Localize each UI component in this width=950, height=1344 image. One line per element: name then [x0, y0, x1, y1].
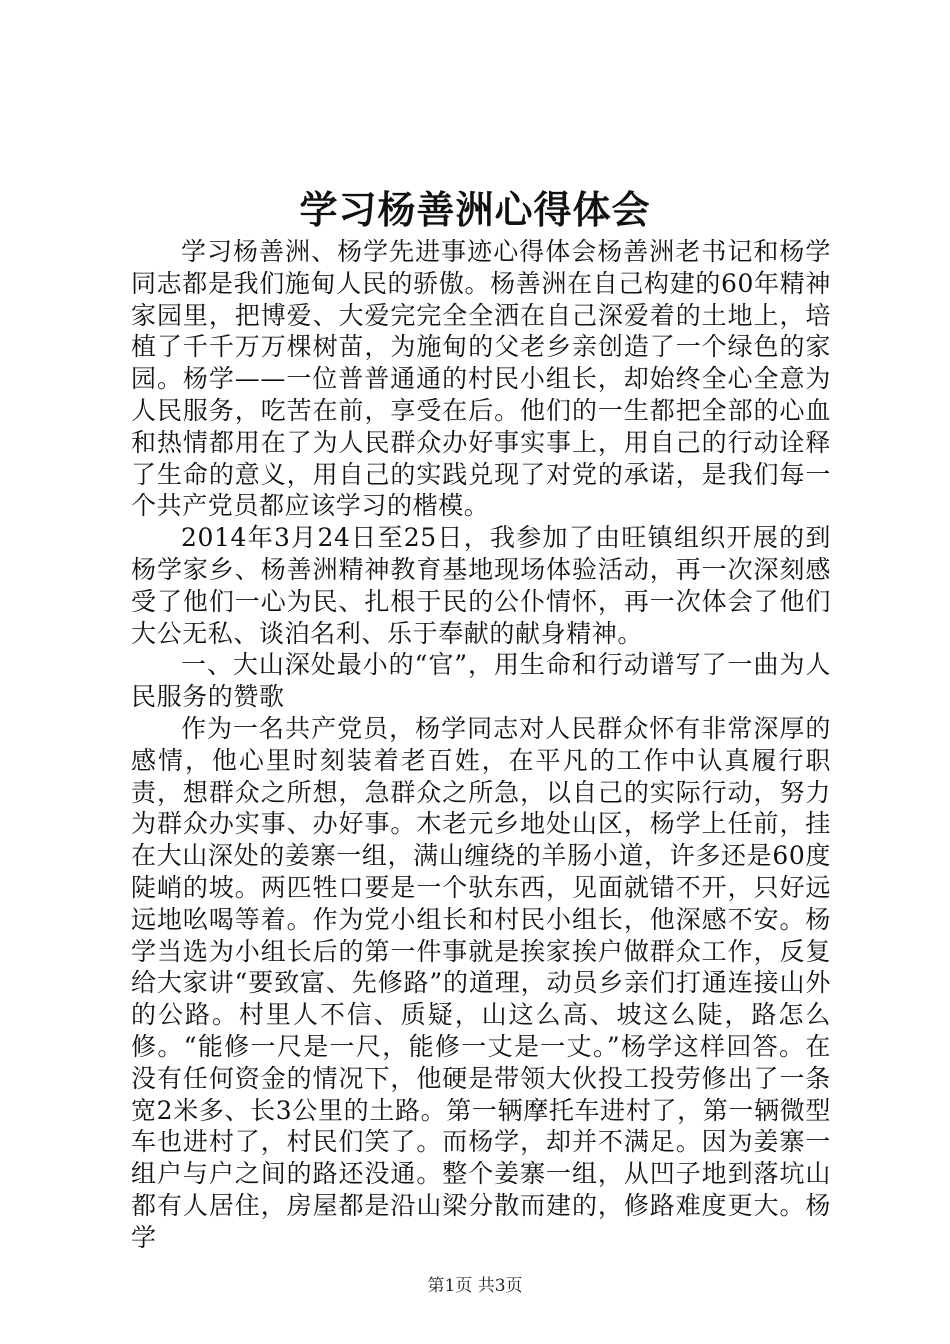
- paragraph: 作为一名共产党员，杨学同志对人民群众怀有非常深厚的感情，他心里时刻装着老百姓，在平凡的工作中认真履行职责，想群众之所想，急群众之所急，以自己的实际行动，努力为群众办实事、办好事。木老元乡地处山区，杨学上任前，挂在大山深处的姜寨一组，满山缠绕的羊肠小道，许多还是60度陡峭的坡。两匹牲口要是一个驮东西，见面就错不开，只好远远地吆喝等着。作为党小组长和村民小组长，他深感不安。杨学当选为小组长后的第一件事就是挨家挨户做群众工作，反复给大家讲“要致富、先修路”的道理，动员乡亲们打通连接山外的公路。村里人不信、质疑，山这么高、坡这么陡，路怎么修。“能修一尺是一尺，能修一丈是一丈。”杨学这样回答。在没有任何资金的情况下，他硬是带领大伙投工投劳修出了一条宽2米多、长3公里的土路。第一辆摩托车进村了，第一辆微型车也进村了，村民们笑了。而杨学，却并不满足。因为姜寨一组户与户之间的路还没通。整个姜寨一组，从凹子地到落坑山都有人居住，房屋都是沿山梁分散而建的，修路难度更大。杨学: [131, 713, 831, 1252]
- document-body: [131, 236, 831, 1254]
- paragraph: 2014年3月24日至25日，我参加了由旺镇组织开展的到杨学家乡、杨善洲精神教育基地现场体验活动，再一次深刻感受了他们一心为民、扎根于民的公仆情怀，再一次体会了他们大公无私、谈泊名利、乐于奉献的献身精神。: [131, 523, 831, 648]
- paragraph: 学习杨善洲、杨学先进事迹心得体会杨善洲老书记和杨学同志都是我们施甸人民的骄傲。杨善洲在自己构建的60年精神家园里，把博爱、大爱完完全全洒在自己深爱着的土地上，培植了千千万万棵树苗，为施甸的父老乡亲创造了一个绿色的家园。杨学——一位普普通通的村民小组长，却始终全心全意为人民服务，吃苦在前，享受在后。他们的一生都把全部的心血和热情都用在了为人民群众办好事实事上，用自己的行动诠释了生命的意义，用自己的实践兑现了对党的承诺，是我们每一个共产党员都应该学习的楷模。: [131, 237, 831, 521]
- document-title: 学习杨善洲心得体会: [299, 187, 651, 232]
- section-heading: 一、大山深处最小的“官”，用生命和行动谱写了一曲为人民服务的赞歌: [131, 650, 831, 712]
- page-footer: 第1页 共3页: [427, 1276, 523, 1296]
